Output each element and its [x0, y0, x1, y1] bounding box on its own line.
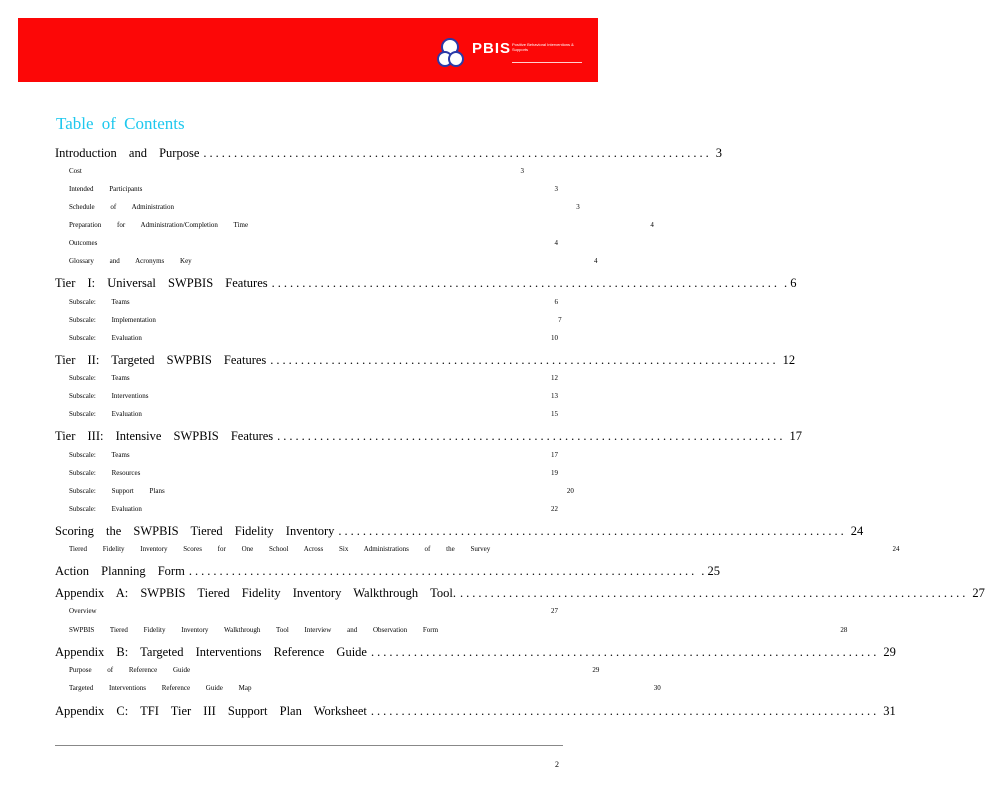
toc-entry-label: Tier I: Universal SWPBIS Features	[55, 276, 268, 290]
toc-entry[interactable]	[55, 645, 896, 661]
toc-entry[interactable]	[55, 704, 896, 720]
toc-subentry[interactable]	[69, 239, 558, 249]
toc-entry-label: Intended Participants	[69, 185, 143, 193]
toc-entry-page: 30	[653, 684, 661, 692]
toc-subentry[interactable]	[69, 410, 558, 420]
toc-entry-page: 3	[520, 167, 524, 175]
toc-subentry[interactable]	[69, 257, 598, 267]
pbis-logo-icon	[436, 36, 470, 72]
toc-entry-page: 7	[558, 316, 562, 324]
toc-entry-page: . 25	[701, 564, 720, 578]
toc-subentry[interactable]	[69, 626, 848, 636]
toc-subentry[interactable]	[69, 167, 524, 177]
toc-entry-label: Schedule of Administration	[69, 203, 174, 211]
toc-entry-page: 3	[576, 203, 580, 211]
toc-entry-label: Action Planning Form	[55, 564, 185, 578]
toc-entry-label: Appendix C: TFI Tier III Support Plan Worksheet	[55, 704, 367, 718]
toc-entry-label: Overview	[69, 607, 97, 615]
logo-text: PBIS	[472, 40, 512, 57]
toc-entry-label: Tiered Fidelity Inventory Scores for One School Across Six Administrations of the Survey	[69, 545, 491, 553]
toc-entry-page: 27	[972, 586, 985, 600]
toc-entry[interactable]	[55, 353, 796, 369]
dot-leader: ...................................................................................	[277, 429, 786, 443]
toc-entry-page: . 6	[784, 276, 797, 290]
toc-entry-label: Subscale: Implementation	[69, 316, 156, 324]
toc-subentry[interactable]	[69, 334, 558, 344]
toc-entry-page: 27	[551, 607, 558, 615]
toc-subentry[interactable]	[69, 684, 661, 694]
toc-entry-label: Outcomes	[69, 239, 98, 247]
toc-entry-label: Tier III: Intensive SWPBIS Features	[55, 429, 274, 443]
toc-entry-page: 4	[593, 257, 598, 265]
toc-entry-label: Scoring the SWPBIS Tiered Fidelity Inventory	[55, 524, 335, 538]
toc-entry-label: Preparation for Administration/Completion Time	[69, 221, 249, 229]
toc-subentry[interactable]	[69, 607, 558, 617]
toc-entry-page: 3	[554, 185, 558, 193]
toc-entry[interactable]	[55, 429, 803, 445]
toc-entry-page: 12	[782, 353, 796, 367]
toc-entry-page: 4	[650, 221, 654, 229]
toc-subentry[interactable]	[69, 545, 900, 555]
toc-subentry[interactable]	[69, 392, 558, 402]
toc-entry-page: 12	[551, 374, 558, 382]
toc-entry-page: 31	[883, 704, 896, 718]
toc-entry-label: Subscale: Evaluation	[69, 505, 142, 513]
toc-entry-page: 29	[592, 666, 600, 674]
toc-subentry[interactable]	[69, 203, 580, 213]
toc-subentry[interactable]	[69, 666, 600, 676]
toc-entry-label: Glossary and Acronyms Key	[69, 257, 192, 265]
toc-subentry[interactable]	[69, 505, 558, 515]
toc-title: Table of Contents	[56, 114, 185, 133]
toc-entry-page: 17	[789, 429, 803, 443]
toc-entry[interactable]	[55, 146, 722, 162]
toc-subentry[interactable]	[69, 374, 558, 384]
toc-entry-page: 24	[892, 545, 900, 553]
toc-entry-label: Subscale: Interventions	[69, 392, 149, 400]
dot-leader: ...................................................................................	[188, 564, 698, 578]
toc-entry-page: 24	[850, 524, 864, 538]
toc-subentry[interactable]	[69, 185, 558, 195]
toc-entry-label: Purpose of Reference Guide	[69, 666, 191, 674]
toc-entry-page: 3	[715, 146, 722, 160]
toc-entry-label: Tier II: Targeted SWPBIS Features	[55, 353, 267, 367]
toc-entry-label: Subscale: Teams	[69, 374, 130, 382]
dot-leader: ...................................................................................	[459, 586, 969, 600]
toc-subentry[interactable]	[69, 451, 558, 461]
toc-entry-label: Appendix A: SWPBIS Tiered Fidelity Inventory Walkthrough Tool.	[55, 586, 456, 600]
toc-entry-page: 28	[840, 626, 848, 634]
footer-divider	[55, 745, 563, 746]
dot-leader: ...................................................................................	[338, 524, 847, 538]
dot-leader: ...................................................................................	[203, 146, 712, 160]
toc-entry-label: Cost	[69, 167, 82, 175]
toc-entry-label: Subscale: Resources	[69, 469, 141, 477]
header-banner	[18, 18, 598, 82]
toc-entry-label: Introduction and Purpose	[55, 146, 200, 160]
toc-entry-label: Subscale: Teams	[69, 298, 130, 306]
toc-subentry[interactable]	[69, 298, 558, 308]
toc-entry-label: Subscale: Support Plans	[69, 487, 165, 495]
page-number: 2	[555, 760, 559, 769]
toc-entry-page: 22	[551, 505, 558, 513]
toc-entry-page: 4	[554, 239, 558, 247]
toc-entry-page: 20	[566, 487, 574, 495]
pbis-logo	[436, 36, 586, 76]
toc-entry-page: 17	[551, 451, 558, 459]
toc-entry-label: Appendix B: Targeted Interventions Reference Guide	[55, 645, 367, 659]
toc-subentry[interactable]	[69, 487, 574, 497]
toc-entry-page: 13	[551, 392, 558, 400]
toc-subentry[interactable]	[69, 316, 562, 326]
logo-rule	[512, 62, 582, 63]
toc-entry[interactable]	[55, 564, 720, 580]
toc-entry[interactable]	[55, 276, 797, 292]
dot-leader: ...................................................................................	[370, 645, 880, 659]
toc-entry-page: 15	[551, 410, 558, 418]
toc-subentry[interactable]	[69, 221, 654, 231]
toc-entry-page: 29	[883, 645, 896, 659]
toc-entry-label: Subscale: Evaluation	[69, 334, 142, 342]
logo-subtitle: Positive Behavioral Interventions & Supports	[512, 42, 574, 52]
toc-entry[interactable]	[55, 586, 985, 602]
toc-entry-page: 19	[551, 469, 558, 477]
toc-subentry[interactable]	[69, 469, 558, 479]
toc-entry-label: SWPBIS Tiered Fidelity Inventory Walkthrough Tool Interview and Observation Form	[69, 626, 439, 634]
toc-entry-page: 10	[551, 334, 558, 342]
dot-leader: ...................................................................................	[271, 276, 780, 290]
dot-leader: ...................................................................................	[370, 704, 880, 718]
toc-entry-label: Subscale: Teams	[69, 451, 130, 459]
toc-entry-label: Targeted Interventions Reference Guide Map	[69, 684, 252, 692]
dot-leader: ...................................................................................	[270, 353, 779, 367]
toc-entry-page: 6	[554, 298, 558, 306]
toc-entry-label: Subscale: Evaluation	[69, 410, 142, 418]
toc-entry[interactable]	[55, 524, 864, 540]
